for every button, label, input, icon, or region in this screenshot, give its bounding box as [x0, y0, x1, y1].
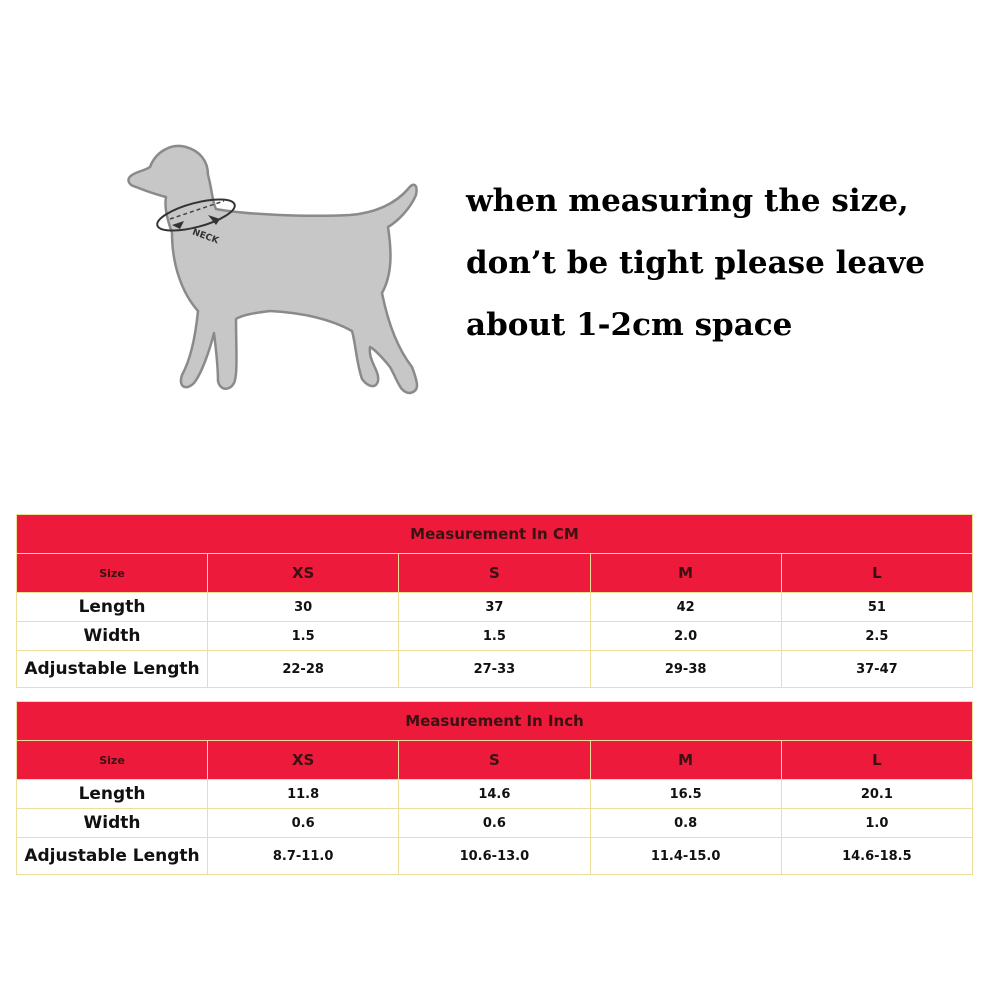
- table-cell: 42: [590, 593, 781, 622]
- size-header-l: L: [781, 554, 972, 593]
- table-cell: 2.0: [590, 622, 781, 651]
- note-line-2: don’t be tight please leave: [466, 245, 925, 281]
- table-cell: 37-47: [781, 651, 972, 688]
- row-label-adjustable-length: Adjustable Length: [17, 838, 208, 875]
- measuring-note: [466, 176, 986, 362]
- table-cell: 11.8: [208, 780, 399, 809]
- row-label-adjustable-length: Adjustable Length: [17, 651, 208, 688]
- size-header-xs: XS: [208, 741, 399, 780]
- row-label-width: Width: [17, 809, 208, 838]
- table-title: Measurement In Inch: [17, 702, 973, 741]
- row-label-length: Length: [17, 593, 208, 622]
- neck-label: NECK: [190, 227, 220, 247]
- table-cell: 51: [781, 593, 972, 622]
- table-cell: 16.5: [590, 780, 781, 809]
- table-cell: 14.6: [399, 780, 590, 809]
- table-cell: 1.5: [208, 622, 399, 651]
- table-row: [17, 838, 973, 875]
- table-cell: 0.6: [399, 809, 590, 838]
- table-title: Measurement In CM: [17, 515, 973, 554]
- table-cell: 8.7-11.0: [208, 838, 399, 875]
- table-cell: 2.5: [781, 622, 972, 651]
- table-cell: 14.6-18.5: [781, 838, 972, 875]
- size-header-s: S: [399, 741, 590, 780]
- table-row: [17, 809, 973, 838]
- size-table-cm: [16, 514, 973, 688]
- size-header-m: M: [590, 741, 781, 780]
- dog-neck-measurement-figure: [120, 135, 440, 410]
- table-row: [17, 622, 973, 651]
- size-header-s: S: [399, 554, 590, 593]
- table-cell: 30: [208, 593, 399, 622]
- row-label-length: Length: [17, 780, 208, 809]
- size-table-inch: [16, 701, 973, 875]
- size-header-m: M: [590, 554, 781, 593]
- table-cell: 11.4-15.0: [590, 838, 781, 875]
- table-cell: 29-38: [590, 651, 781, 688]
- table-cell: 1.0: [781, 809, 972, 838]
- dog-body-shape: [129, 146, 417, 393]
- table-cell: 10.6-13.0: [399, 838, 590, 875]
- table-cell: 37: [399, 593, 590, 622]
- dog-silhouette-icon: [120, 135, 440, 410]
- table-cell: 22-28: [208, 651, 399, 688]
- size-header-label: Size: [17, 741, 208, 780]
- row-label-width: Width: [17, 622, 208, 651]
- table-cell: 20.1: [781, 780, 972, 809]
- table-row: [17, 780, 973, 809]
- table-cell: 27-33: [399, 651, 590, 688]
- size-header-label: Size: [17, 554, 208, 593]
- note-line-3: about 1-2cm space: [466, 307, 793, 343]
- table-row: [17, 651, 973, 688]
- size-header-l: L: [781, 741, 972, 780]
- note-line-1: when measuring the size,: [466, 183, 909, 219]
- table-cell: 1.5: [399, 622, 590, 651]
- table-cell: 0.6: [208, 809, 399, 838]
- size-header-xs: XS: [208, 554, 399, 593]
- table-row: [17, 593, 973, 622]
- table-cell: 0.8: [590, 809, 781, 838]
